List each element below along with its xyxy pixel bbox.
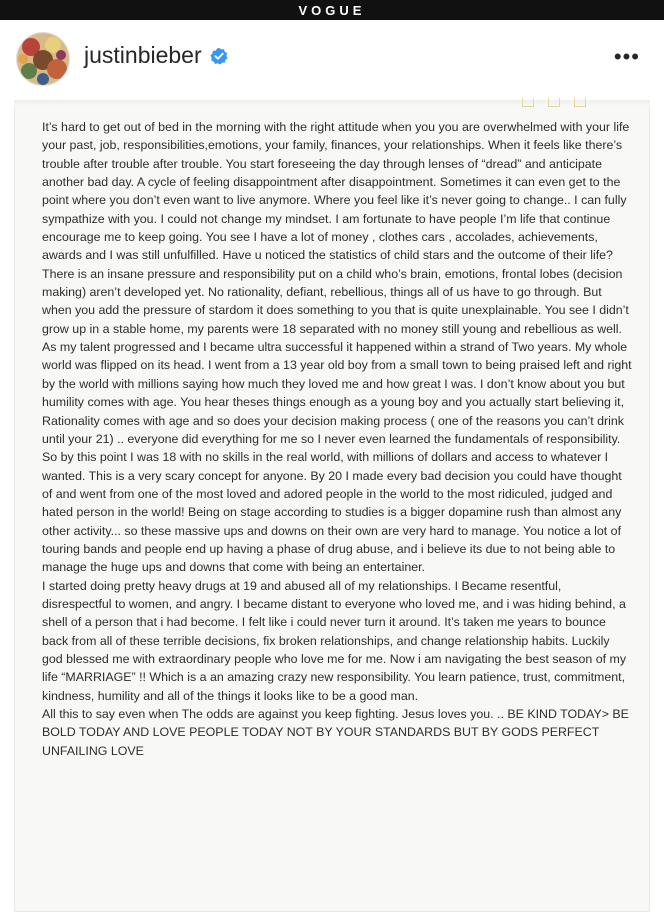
- post-header: [0, 20, 664, 100]
- avatar-image: [17, 33, 69, 85]
- username-row: [84, 42, 228, 69]
- username[interactable]: justinbieber: [84, 42, 202, 68]
- brand-name: VOGUE: [298, 2, 366, 18]
- avatar[interactable]: [16, 32, 70, 86]
- magazine-brand-bar: [0, 0, 664, 20]
- note-screenshot: [14, 100, 650, 912]
- note-paragraph-3: All this to say even when The odds are against you keep fighting. Jesus loves you. .. BE KIND TODAY> BE BOLD TODAY AND LOVE PEOPLE TODAY NOT BY YOUR STANDARDS BUT BY GODS PERFECT UNFAILING LOVE: [42, 707, 629, 758]
- more-options-icon[interactable]: •••: [613, 44, 640, 69]
- verified-badge-icon: [210, 47, 228, 65]
- note-text: [42, 118, 632, 760]
- note-paragraph-2: I started doing pretty heavy drugs at 19 and abused all of my relationships. I Became resentful, disrespectful to women, and angry. I became distant to everyone who loved me, and i was hiding behind, a shell of a person that i had become. I felt like i could never turn it around. It’s taken me years to bounce back from all of these terrible decisions, fix broken relationships, and change relationship habits. Luckily god blessed me with extraordinary people who love me for me. Now i am navigating the best season of my life “MARRIAGE” !! Which is a an amazing crazy new responsibility. You learn patience, trust, commitment, kindness, humility and all of the things it looks like to be a good man.: [42, 578, 627, 703]
- note-paragraph-1: It’s hard to get out of bed in the morning with the right attitude when you you are overwhelmed with your life your past, job, responsibilities,emotions, your family, finances, your relationships. When it feels like there’s trouble after trouble after trouble. You start foreseeing the day through lenses of “dread” and anticipate another bad day. A cycle of feeling disappointment after disappointment. Sometimes it can even get to the point where you don’t even want to live anymore. Where you feel like it’s never going to change.. I can fully sympathize with you. I could not change my mindset. I am fortunate to have people I’m life that continue encourage me to keep going. You see I have a lot of money , clothes cars , accolades, achievements, awards and I was still unfulfilled. Have u noticed the statistics of child stars and the outcome of their life? There is an insane pressure and responsibility put on a child who’s brain, emotions, frontal lobes (decision making) aren’t developed yet. No rationality, defiant, rebellious, things all of us have to go through. But when you add the pressure of stardom it does something to you that is quite unexplainable. You see I didn’t grow up in a stable home, my parents were 18 separated with no money still young and rebellious as well. As my talent progressed and I became ultra successful it happened within a strand of Two years. My whole world was flipped on its head. I went from a 13 year old boy from a small town to being praised left and right by the world with millions saying how much they loved me and how great I was. I don’t know about you but humility comes with age. You hear theses things enough as a young boy and you actually start believing it, Rationality comes with age and so does your decision making process ( one of the reasons you can’t drink until your 21) .. everyone did everything for me so I never even learned the fundamentals of responsibility. So by this point I was 18 with no skills in the real world, with millions of dollars and access to whatever I wanted. This is a very scary concept for anyone. By 20 I made every bad decision you could have thought of and went from one of the most loved and adored people in the world to the most ridiculed, judged and hated person in the world! Being on stage according to studies is a bigger dopamine rush than almost any other activity... so these massive ups and downs on their own are very hard to manage. You notice a lot of touring bands and people end up having a phase of drug abuse, and i believe its due to not being able to manage the huge ups and downs that come with being an entertainer.: [42, 120, 632, 575]
- note-toolbar-remnant: [522, 98, 586, 107]
